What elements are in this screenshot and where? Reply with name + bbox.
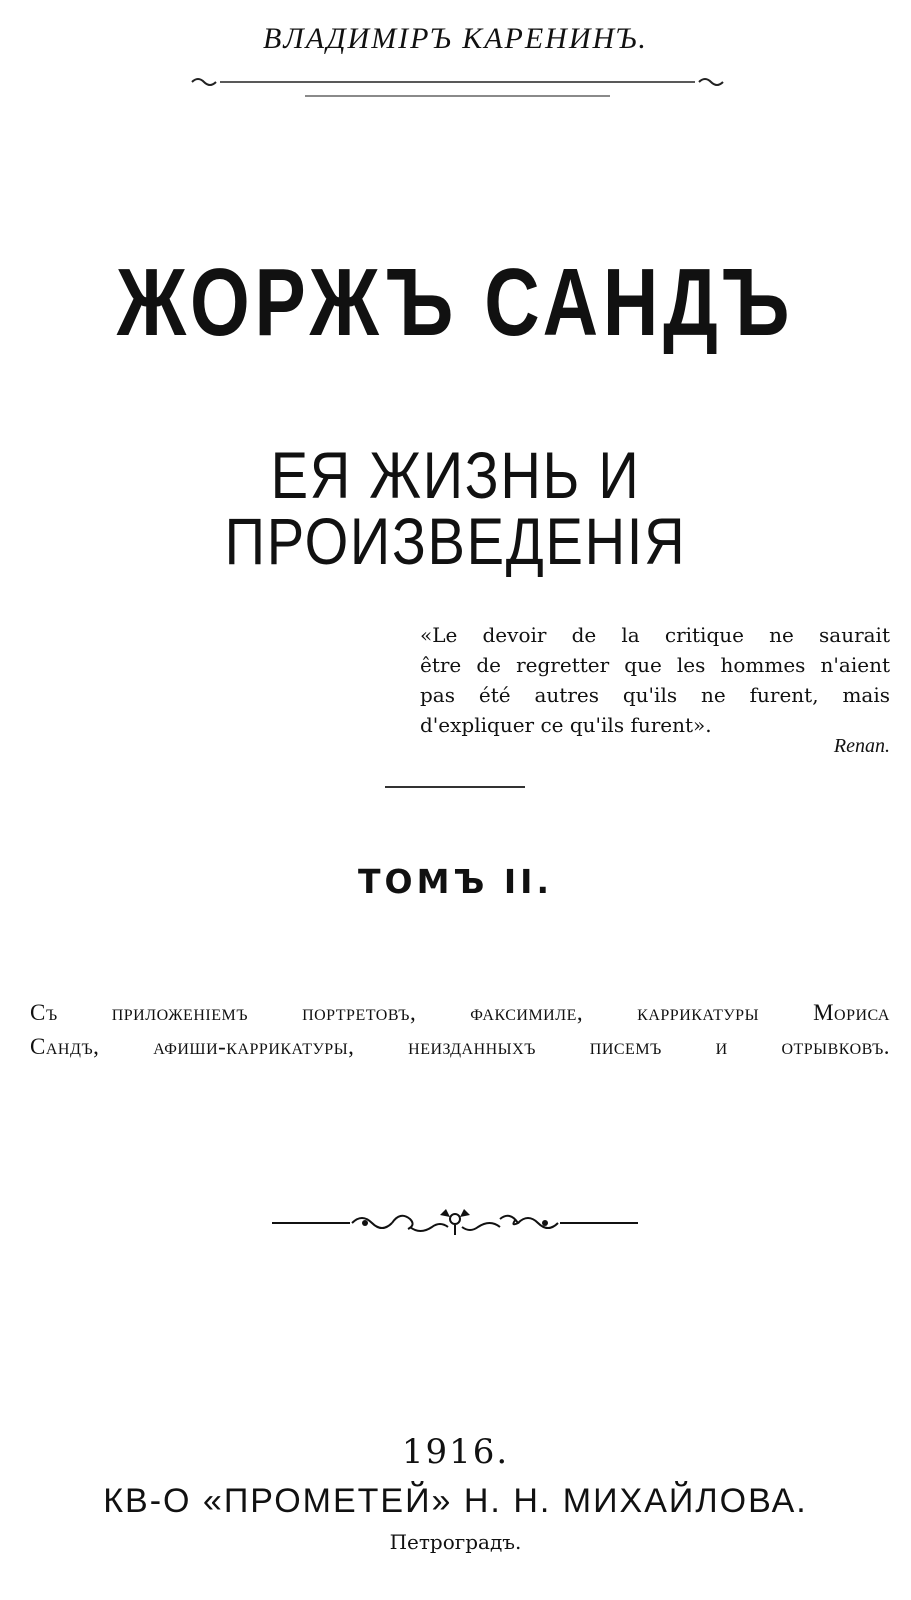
supplement-line: Сандъ, афиши-каррикатуры, неизданныхъ писемъ и отрывковъ. (30, 1034, 890, 1059)
publication-year: 1916. (401, 1432, 510, 1472)
epigraph-author: Renan. (833, 735, 890, 757)
decorative-rule-top (190, 70, 725, 100)
author-name: ВЛАДИМІРЪ КАРЕНИНЪ. (263, 22, 648, 55)
epigraph-line: pas été autres qu'ils ne furent, mais (420, 683, 890, 707)
supplement-note (30, 996, 890, 1064)
epigraph-line: «Le devoir de la critique ne saurait (420, 623, 890, 647)
publication-city: Петроградъ. (389, 1530, 522, 1554)
book-title: ЖОРЖЪ САНДЪ (116, 249, 795, 356)
book-subtitle: ЕЯ ЖИЗНЬ И ПРОИЗВЕДЕНІЯ (224, 438, 687, 578)
divider-rule (385, 786, 525, 788)
epigraph-line: d'expliquer ce qu'ils furent». (420, 713, 712, 737)
epigraph-line: être de regretter que les hommes n'aient (420, 653, 890, 677)
supplement-line: Съ приложеніемъ портретовъ, факсимиле, каррикатуры Мориса (30, 1000, 890, 1025)
epigraph (420, 620, 890, 740)
volume-number: ТОМЪ II. (358, 862, 553, 901)
publisher-name: КВ-О «ПРОМЕТЕЙ» Н. Н. МИХАЙЛОВА. (103, 1482, 808, 1520)
floral-ornament-icon (270, 1205, 640, 1241)
